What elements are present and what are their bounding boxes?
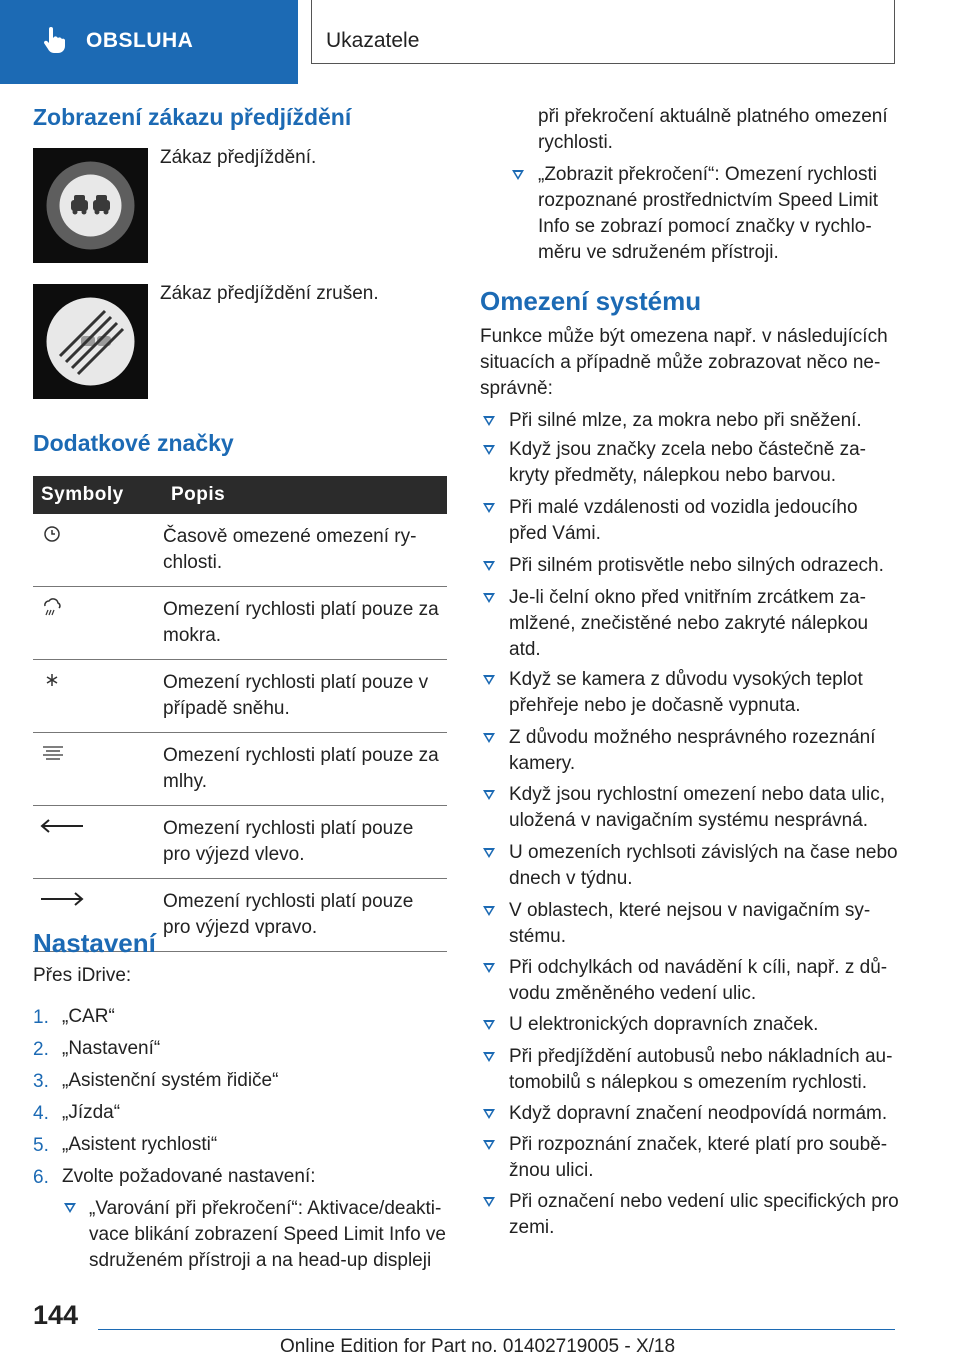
row-desc: Časově omezené omezení rychlosti.	[163, 514, 447, 587]
bullet-icon	[483, 790, 495, 800]
bullet-icon	[483, 733, 495, 743]
step-item: „Nastavení“	[62, 1038, 161, 1059]
col-symbols: Symboly	[33, 476, 163, 514]
sub-item-part1: „Varování při překročení“: Aktivace/deaktivace blikání zobrazení Speed Limit Info ve sdruženém přístroji a na head-up displeji	[89, 1198, 446, 1271]
table-row	[33, 733, 447, 806]
step-item: „Jízda“	[62, 1102, 121, 1123]
limits-item: Při silné mlze, za mokra nebo při sněžení.	[509, 410, 862, 431]
no-overtaking-caption: Zákaz předjíždění.	[160, 147, 317, 168]
arrow-left-icon	[39, 816, 85, 836]
row-desc: Omezení rychlosti platí pouze za mlhy.	[163, 733, 447, 806]
additional-signs-table	[33, 476, 447, 952]
bullet-icon	[483, 561, 495, 571]
col-description: Popis	[163, 476, 447, 514]
limits-item: U elektronických dopravních značek.	[509, 1014, 819, 1035]
bullet-icon	[483, 1109, 495, 1119]
limits-item: Při označení nebo vedení ulic specifických pro zemi.	[509, 1191, 899, 1238]
footer-divider	[98, 1329, 895, 1330]
edition-text: Online Edition for Part no. 01402719005 - X/18	[280, 1336, 676, 1357]
step-number: 5.	[33, 1135, 49, 1156]
bullet-icon	[483, 963, 495, 973]
section-label: OBSLUHA	[86, 29, 194, 52]
limits-item: Je-li čelní okno před vnitřním zrcátkem zamlžené, znečistěné nebo zakryté nálepkou atd.	[509, 587, 869, 660]
bullet-icon	[483, 1020, 495, 1030]
bullet-icon	[483, 416, 495, 426]
step-number: 3.	[33, 1071, 49, 1092]
limits-item: Při odchylkách od navádění k cíli, např. z důvodu změněného vedení ulic.	[509, 957, 888, 1004]
step-item: „CAR“	[62, 1006, 115, 1027]
step-number: 1.	[33, 1007, 49, 1028]
arrow-right-icon	[39, 889, 85, 909]
step-item: Zvolte požadované nastavení:	[62, 1166, 316, 1187]
limits-item: Z důvodu možného nesprávného rozeznání kamery.	[509, 727, 876, 774]
no-overtaking-heading: Zobrazení zákazu předjíždění	[33, 104, 352, 130]
settings-intro: Přes iDrive:	[33, 965, 132, 986]
sub-item: „Zobrazit překročení“: Omezení rychlosti rozpoznané prostřednictvím Speed Limit Info se zobrazí pomocí značky v rychloměru ve sdruženém přístroji.	[538, 164, 879, 263]
row-desc: Omezení rychlosti platí pouze za mokra.	[163, 587, 447, 660]
bullet-icon	[483, 906, 495, 916]
limits-item: Při rozpoznání značek, které platí pro souběžnou ulici.	[509, 1134, 888, 1181]
row-desc: Omezení rychlosti platí pouze v případě sněhu.	[163, 660, 447, 733]
end-no-overtaking-caption: Zákaz předjíždění zrušen.	[160, 283, 379, 304]
bullet-icon	[483, 503, 495, 513]
step-item: „Asistenční systém řidiče“	[62, 1070, 279, 1091]
bullet-icon	[483, 1197, 495, 1207]
limits-item: Když jsou rychlostní omezení nebo data ulic, uložená v navigačním systému nesprávná.	[509, 784, 885, 831]
fog-icon	[39, 743, 67, 763]
limits-intro: Funkce může být omezena např. v následujících situacích a případně může zobrazovat něco nesprávně:	[480, 326, 888, 399]
table-row	[33, 514, 447, 587]
bullet-icon	[483, 1052, 495, 1062]
bullet-icon	[64, 1203, 76, 1213]
clock-icon	[39, 524, 65, 544]
step-number: 2.	[33, 1039, 49, 1060]
limits-item: Při silném protisvětle nebo silných odrazech.	[509, 555, 884, 576]
sub-item-part2: při překročení aktuálně platného omezení rychlosti.	[538, 106, 888, 153]
rain-icon	[39, 597, 65, 617]
bullet-icon	[483, 675, 495, 685]
bullet-icon	[483, 593, 495, 603]
limits-heading: Omezení systému	[480, 286, 702, 316]
no-overtaking-icon	[33, 148, 148, 263]
limits-item: Při předjíždění autobusů nebo nákladních automobilů s nálepkou s omezením rychlosti.	[509, 1046, 893, 1093]
limits-item: Když dopravní značení neodpovídá normám.	[509, 1103, 888, 1124]
bullet-icon	[483, 1140, 495, 1150]
step-number: 4.	[33, 1103, 49, 1124]
limits-item: V oblastech, které nejsou v navigačním systému.	[509, 900, 871, 947]
chapter-tab[interactable]	[311, 0, 895, 64]
chapter-label: Ukazatele	[326, 29, 420, 52]
end-no-overtaking-icon	[33, 284, 148, 399]
step-number: 6.	[33, 1167, 49, 1188]
limits-item: U omezeních rychlsoti závislých na čase nebo dnech v týdnu.	[509, 842, 898, 889]
limits-item: Když jsou značky zcela nebo částečně zakryty předměty, nálepkou nebo barvou.	[509, 439, 866, 486]
hand-pointer-icon	[40, 26, 68, 54]
end-no-overtaking-sign	[33, 284, 148, 399]
table-row	[33, 806, 447, 879]
settings-heading: Nastavení	[33, 928, 156, 958]
bullet-icon	[483, 848, 495, 858]
table-row	[33, 660, 447, 733]
limits-item: Když se kamera z důvodu vysokých teplot přehřeje nebo je dočasně vypnuta.	[509, 669, 863, 716]
no-overtaking-sign	[33, 148, 148, 263]
row-desc: Omezení rychlosti platí pouze pro výjezd vlevo.	[163, 806, 447, 879]
limits-item: Při malé vzdálenosti od vozidla jedoucího před Vámi.	[509, 497, 858, 544]
step-item: „Asistent rychlosti“	[62, 1134, 218, 1155]
row-desc: Omezení rychlosti platí pouze pro výjezd vpravo.	[163, 879, 447, 952]
section-tab[interactable]	[0, 0, 298, 84]
snowflake-icon	[39, 670, 65, 690]
table-header	[33, 476, 447, 514]
bullet-icon	[483, 445, 495, 455]
table-row	[33, 587, 447, 660]
page-number: 144	[33, 1300, 79, 1330]
bullet-icon	[512, 170, 524, 180]
additional-signs-heading: Dodatkové značky	[33, 430, 234, 456]
